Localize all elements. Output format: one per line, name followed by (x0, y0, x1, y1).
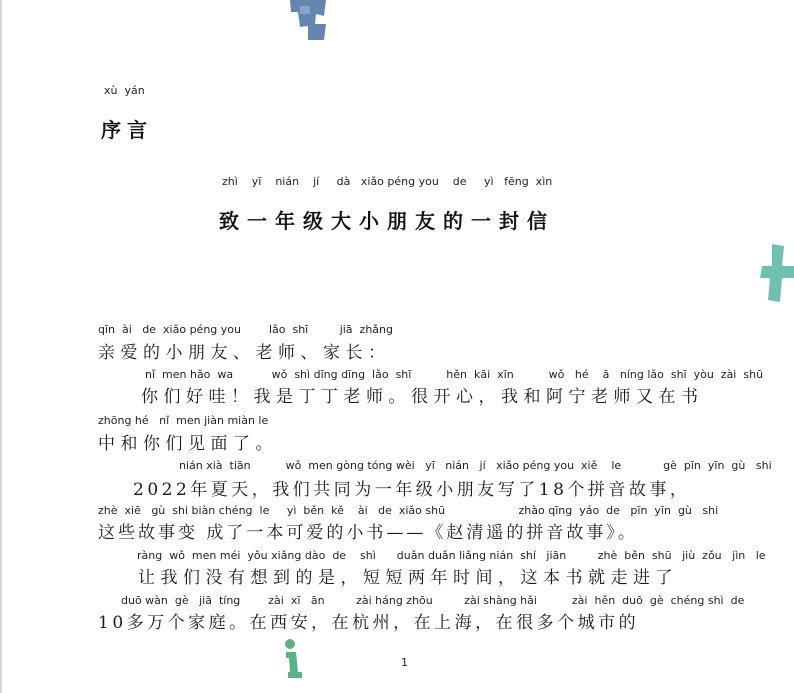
line-1-pinyin: qīn ài de xiǎo péng you lǎo shī jiā zhǎng (98, 323, 393, 336)
subtitle-pinyin: zhì yī nián jí dà xiǎo péng you de yì fēng xìn (222, 175, 553, 188)
line-4-text: 2022年夏天，我们共同为一年级小朋友写了18个拼音故事， (133, 480, 691, 500)
decorative-letter-right (758, 244, 794, 304)
line-2-pinyin: nǐ men hǎo wa wǒ shì dīng dīng lǎo shī hěn kāi xīn wǒ hé ā níng lǎo shī yòu zài shū (145, 368, 764, 381)
decorative-letter-top (286, 0, 332, 44)
line-3-text: 中和你们见面了。 (98, 434, 278, 454)
preface-pinyin: xù yán (104, 84, 145, 97)
preface-title: 序言 (101, 118, 153, 142)
page-number: 1 (401, 656, 408, 669)
page-left-edge (0, 0, 2, 693)
line-1-text: 亲爱的小朋友、老师、家长： (98, 343, 391, 363)
line-2-text: 你们好哇！我是丁丁老师。很开心，我和阿宁老师又在书 (141, 387, 704, 407)
line-6-text: 让我们没有想到的是，短短两年时间，这本书就走进了 (138, 568, 678, 588)
line-7-pinyin: duō wàn gè jiā tíng zài xī ān zài háng zhōu zài shàng hǎi zài hěn duō gè chéng shì de (121, 594, 745, 607)
line-5-pinyin: zhè xiē gù shi biàn chéng le yì běn kě ài de xiǎo shū zhào qīng yáo de pīn yīn gù shi (98, 504, 719, 517)
decorative-letter-bottom (282, 638, 304, 678)
subtitle-title: 致一年级大小朋友的一封信 (219, 209, 555, 233)
line-7-text: 10多万个家庭。在西安，在杭州，在上海，在很多个城市的 (98, 613, 640, 633)
line-5-text: 这些故事变 成了一本可爱的小书——《赵清遥的拼音故事》。 (98, 523, 638, 543)
line-3-pinyin: zhōng hé nǐ men jiàn miàn le (98, 414, 269, 427)
line-4-pinyin: nián xià tiān wǒ men gòng tóng wèi yī nián jí xiǎo péng you xiě le gè pīn yīn gù shi (179, 459, 772, 472)
line-6-pinyin: ràng wǒ men méi yǒu xiǎng dào de shì duǎn duǎn liǎng nián shí jiān zhè běn shū jiù zǒu jìn le (137, 549, 766, 562)
